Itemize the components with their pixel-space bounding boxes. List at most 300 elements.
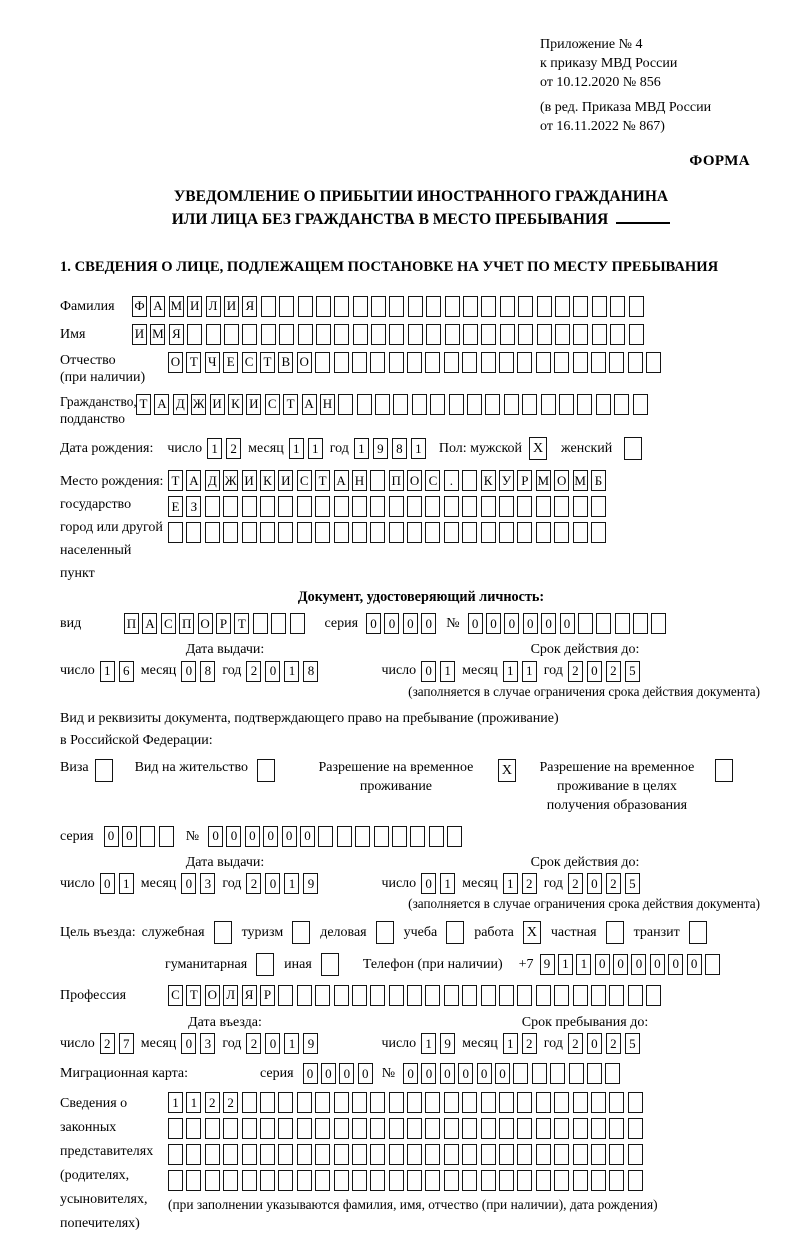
char-cell[interactable]: 0 [440, 1063, 455, 1084]
char-cell[interactable] [517, 1118, 532, 1139]
char-cell[interactable]: 1 [168, 1092, 183, 1113]
char-cell[interactable] [290, 613, 305, 634]
char-cell[interactable] [426, 324, 441, 345]
char-cell[interactable]: 0 [587, 1033, 602, 1054]
char-cell[interactable]: Т [315, 470, 330, 491]
char-cell[interactable] [610, 324, 625, 345]
char-cell[interactable]: 1 [522, 661, 537, 682]
char-cell[interactable] [481, 352, 496, 373]
checkbox-cell[interactable] [715, 759, 733, 782]
checkbox-cell[interactable] [321, 953, 339, 976]
char-cell[interactable]: 9 [303, 873, 318, 894]
char-cell[interactable] [555, 324, 570, 345]
char-cell[interactable] [352, 1092, 367, 1113]
representatives-line-3[interactable] [168, 1144, 658, 1165]
char-cell[interactable] [462, 1144, 477, 1165]
char-cell[interactable]: Т [186, 985, 201, 1006]
migration-series-field[interactable] [303, 1063, 373, 1084]
char-cell[interactable] [462, 470, 477, 491]
char-cell[interactable]: 0 [226, 826, 241, 847]
char-cell[interactable] [425, 1092, 440, 1113]
char-cell[interactable] [425, 985, 440, 1006]
char-cell[interactable] [426, 296, 441, 317]
char-cell[interactable] [615, 613, 630, 634]
doc-expiry-day[interactable] [421, 661, 455, 682]
char-cell[interactable]: 0 [595, 954, 610, 975]
char-cell[interactable] [278, 496, 293, 517]
purpose-private-checkbox[interactable] [606, 921, 624, 944]
char-cell[interactable] [573, 522, 588, 543]
char-cell[interactable] [260, 1144, 275, 1165]
char-cell[interactable] [242, 324, 257, 345]
char-cell[interactable] [352, 1170, 367, 1191]
char-cell[interactable] [407, 1092, 422, 1113]
char-cell[interactable] [518, 324, 533, 345]
visa-checkbox[interactable] [95, 759, 113, 782]
char-cell[interactable] [352, 1118, 367, 1139]
residence-expiry-month[interactable] [503, 873, 537, 894]
char-cell[interactable] [463, 324, 478, 345]
char-cell[interactable]: А [302, 394, 317, 415]
char-cell[interactable] [536, 522, 551, 543]
char-cell[interactable] [462, 1170, 477, 1191]
char-cell[interactable] [554, 1144, 569, 1165]
entry-month[interactable] [181, 1033, 215, 1054]
char-cell[interactable] [278, 1118, 293, 1139]
char-cell[interactable]: 5 [625, 661, 640, 682]
char-cell[interactable]: 2 [522, 873, 537, 894]
char-cell[interactable] [186, 522, 201, 543]
char-cell[interactable] [315, 1170, 330, 1191]
char-cell[interactable] [609, 1092, 624, 1113]
char-cell[interactable]: П [389, 470, 404, 491]
char-cell[interactable] [334, 324, 349, 345]
doc-number-field[interactable] [468, 613, 667, 634]
char-cell[interactable] [462, 1092, 477, 1113]
char-cell[interactable] [260, 496, 275, 517]
purpose-other-checkbox[interactable] [321, 953, 339, 976]
char-cell[interactable] [261, 324, 276, 345]
char-cell[interactable]: Я [242, 296, 257, 317]
residence-number-field[interactable] [208, 826, 462, 847]
surname-field[interactable] [132, 296, 644, 317]
char-cell[interactable]: С [168, 985, 183, 1006]
char-cell[interactable] [447, 826, 462, 847]
char-cell[interactable]: К [481, 470, 496, 491]
char-cell[interactable] [596, 394, 611, 415]
char-cell[interactable] [168, 1118, 183, 1139]
char-cell[interactable] [389, 296, 404, 317]
char-cell[interactable]: 1 [421, 1033, 436, 1054]
char-cell[interactable] [628, 1092, 643, 1113]
char-cell[interactable]: 0 [366, 613, 381, 634]
char-cell[interactable] [318, 826, 333, 847]
patronymic-field[interactable] [168, 352, 661, 373]
char-cell[interactable]: Ж [191, 394, 206, 415]
char-cell[interactable]: 0 [421, 873, 436, 894]
birth-year-field[interactable] [354, 438, 426, 459]
residence-permit-checkbox[interactable] [257, 759, 275, 782]
char-cell[interactable] [140, 826, 155, 847]
char-cell[interactable]: О [198, 613, 213, 634]
char-cell[interactable] [334, 1170, 349, 1191]
char-cell[interactable] [407, 352, 422, 373]
char-cell[interactable] [206, 324, 221, 345]
char-cell[interactable] [393, 394, 408, 415]
stay-month[interactable] [503, 1033, 537, 1054]
char-cell[interactable] [352, 352, 367, 373]
sex-male-checkbox[interactable] [529, 437, 547, 460]
purpose-work-checkbox[interactable] [523, 921, 541, 944]
char-cell[interactable] [629, 324, 644, 345]
char-cell[interactable] [591, 352, 606, 373]
char-cell[interactable] [550, 1063, 565, 1084]
char-cell[interactable]: 0 [265, 661, 280, 682]
char-cell[interactable] [467, 394, 482, 415]
char-cell[interactable] [187, 324, 202, 345]
char-cell[interactable] [705, 954, 720, 975]
char-cell[interactable] [462, 985, 477, 1006]
char-cell[interactable] [609, 1144, 624, 1165]
char-cell[interactable] [353, 324, 368, 345]
char-cell[interactable]: 2 [568, 873, 583, 894]
char-cell[interactable]: Е [223, 352, 238, 373]
char-cell[interactable] [334, 296, 349, 317]
char-cell[interactable] [536, 1170, 551, 1191]
char-cell[interactable] [223, 1170, 238, 1191]
char-cell[interactable] [205, 496, 220, 517]
char-cell[interactable]: 0 [358, 1063, 373, 1084]
char-cell[interactable] [389, 985, 404, 1006]
char-cell[interactable]: Т [186, 352, 201, 373]
entry-day[interactable] [100, 1033, 134, 1054]
char-cell[interactable]: К [260, 470, 275, 491]
char-cell[interactable] [334, 352, 349, 373]
char-cell[interactable] [513, 1063, 528, 1084]
char-cell[interactable] [408, 324, 423, 345]
char-cell[interactable]: 8 [392, 438, 407, 459]
char-cell[interactable] [168, 1170, 183, 1191]
char-cell[interactable]: О [205, 985, 220, 1006]
char-cell[interactable] [628, 985, 643, 1006]
char-cell[interactable]: С [425, 470, 440, 491]
char-cell[interactable]: 0 [541, 613, 556, 634]
char-cell[interactable] [628, 1118, 643, 1139]
doc-issue-day[interactable] [100, 661, 134, 682]
char-cell[interactable] [253, 613, 268, 634]
char-cell[interactable] [370, 1092, 385, 1113]
char-cell[interactable]: 0 [181, 873, 196, 894]
char-cell[interactable] [573, 296, 588, 317]
char-cell[interactable]: А [154, 394, 169, 415]
char-cell[interactable]: 0 [282, 826, 297, 847]
char-cell[interactable] [536, 1144, 551, 1165]
char-cell[interactable] [315, 522, 330, 543]
char-cell[interactable]: 2 [606, 1033, 621, 1054]
char-cell[interactable]: 0 [587, 873, 602, 894]
char-cell[interactable] [536, 352, 551, 373]
char-cell[interactable] [223, 522, 238, 543]
char-cell[interactable]: С [242, 352, 257, 373]
char-cell[interactable]: 0 [403, 613, 418, 634]
char-cell[interactable] [536, 496, 551, 517]
char-cell[interactable] [610, 296, 625, 317]
char-cell[interactable] [357, 394, 372, 415]
char-cell[interactable]: 1 [284, 873, 299, 894]
birth-place-line-2[interactable] [168, 496, 606, 517]
char-cell[interactable]: 0 [384, 613, 399, 634]
char-cell[interactable] [499, 1144, 514, 1165]
given-name-field[interactable] [132, 324, 644, 345]
char-cell[interactable]: Ж [223, 470, 238, 491]
residence-issue-day[interactable] [100, 873, 134, 894]
char-cell[interactable]: 2 [205, 1092, 220, 1113]
doc-issue-year[interactable] [246, 661, 318, 682]
char-cell[interactable] [298, 324, 313, 345]
char-cell[interactable] [536, 1092, 551, 1113]
char-cell[interactable]: Т [136, 394, 151, 415]
purpose-study-checkbox[interactable] [446, 921, 464, 944]
char-cell[interactable] [186, 1144, 201, 1165]
checkbox-cell[interactable] [446, 921, 464, 944]
char-cell[interactable]: К [228, 394, 243, 415]
char-cell[interactable] [481, 496, 496, 517]
char-cell[interactable] [159, 826, 174, 847]
char-cell[interactable] [337, 826, 352, 847]
char-cell[interactable] [371, 324, 386, 345]
char-cell[interactable]: 0 [181, 1033, 196, 1054]
char-cell[interactable] [481, 296, 496, 317]
char-cell[interactable] [205, 1118, 220, 1139]
char-cell[interactable] [573, 1144, 588, 1165]
char-cell[interactable] [517, 985, 532, 1006]
char-cell[interactable] [499, 1118, 514, 1139]
char-cell[interactable] [316, 296, 331, 317]
char-cell[interactable] [168, 522, 183, 543]
char-cell[interactable]: С [161, 613, 176, 634]
char-cell[interactable] [445, 324, 460, 345]
char-cell[interactable] [371, 296, 386, 317]
char-cell[interactable]: 0 [468, 613, 483, 634]
char-cell[interactable]: 2 [223, 1092, 238, 1113]
char-cell[interactable] [633, 613, 648, 634]
char-cell[interactable]: 2 [568, 1033, 583, 1054]
char-cell[interactable] [352, 1144, 367, 1165]
char-cell[interactable] [412, 394, 427, 415]
char-cell[interactable] [591, 522, 606, 543]
char-cell[interactable]: Д [173, 394, 188, 415]
char-cell[interactable] [430, 394, 445, 415]
char-cell[interactable] [370, 985, 385, 1006]
char-cell[interactable] [559, 394, 574, 415]
char-cell[interactable]: 1 [558, 954, 573, 975]
representatives-line-4[interactable] [168, 1170, 658, 1191]
char-cell[interactable]: 7 [119, 1033, 134, 1054]
char-cell[interactable] [278, 985, 293, 1006]
char-cell[interactable] [338, 394, 353, 415]
char-cell[interactable] [298, 296, 313, 317]
char-cell[interactable] [352, 496, 367, 517]
char-cell[interactable] [260, 522, 275, 543]
char-cell[interactable]: 1 [503, 661, 518, 682]
residence-series-field[interactable] [104, 826, 174, 847]
char-cell[interactable]: 9 [440, 1033, 455, 1054]
char-cell[interactable]: 0 [687, 954, 702, 975]
char-cell[interactable] [334, 1118, 349, 1139]
char-cell[interactable] [651, 613, 666, 634]
char-cell[interactable] [591, 496, 606, 517]
char-cell[interactable]: О [407, 470, 422, 491]
char-cell[interactable] [554, 985, 569, 1006]
char-cell[interactable] [410, 826, 425, 847]
char-cell[interactable]: А [334, 470, 349, 491]
char-cell[interactable] [315, 1144, 330, 1165]
birth-month-field[interactable] [289, 438, 323, 459]
char-cell[interactable] [205, 1170, 220, 1191]
char-cell[interactable] [499, 1092, 514, 1113]
char-cell[interactable]: 0 [421, 613, 436, 634]
birth-place-line-1[interactable] [168, 470, 606, 491]
char-cell[interactable] [278, 1144, 293, 1165]
char-cell[interactable] [481, 522, 496, 543]
char-cell[interactable] [462, 1118, 477, 1139]
char-cell[interactable] [297, 496, 312, 517]
char-cell[interactable]: О [554, 470, 569, 491]
representatives-line-2[interactable] [168, 1118, 658, 1139]
sex-female-checkbox[interactable] [624, 437, 642, 460]
char-cell[interactable]: 2 [606, 661, 621, 682]
purpose-humanitarian-checkbox[interactable] [256, 953, 274, 976]
char-cell[interactable] [517, 1144, 532, 1165]
char-cell[interactable] [554, 522, 569, 543]
char-cell[interactable]: 0 [100, 873, 115, 894]
char-cell[interactable] [628, 1170, 643, 1191]
char-cell[interactable]: 3 [200, 1033, 215, 1054]
char-cell[interactable]: Т [234, 613, 249, 634]
char-cell[interactable] [392, 826, 407, 847]
char-cell[interactable] [499, 352, 514, 373]
purpose-tourism-checkbox[interactable] [292, 921, 310, 944]
char-cell[interactable] [578, 613, 593, 634]
char-cell[interactable] [444, 352, 459, 373]
char-cell[interactable]: С [265, 394, 280, 415]
char-cell[interactable] [499, 496, 514, 517]
char-cell[interactable]: 0 [403, 1063, 418, 1084]
char-cell[interactable] [375, 394, 390, 415]
char-cell[interactable] [481, 1118, 496, 1139]
checkbox-cell[interactable] [624, 437, 642, 460]
char-cell[interactable] [425, 1170, 440, 1191]
char-cell[interactable] [628, 352, 643, 373]
char-cell[interactable] [425, 1144, 440, 1165]
char-cell[interactable] [481, 324, 496, 345]
char-cell[interactable]: И [187, 296, 202, 317]
purpose-transit-checkbox[interactable] [689, 921, 707, 944]
char-cell[interactable]: 1 [576, 954, 591, 975]
char-cell[interactable] [605, 1063, 620, 1084]
char-cell[interactable]: И [224, 296, 239, 317]
char-cell[interactable] [444, 1092, 459, 1113]
char-cell[interactable] [370, 496, 385, 517]
char-cell[interactable] [517, 522, 532, 543]
char-cell[interactable]: 6 [119, 661, 134, 682]
char-cell[interactable] [573, 496, 588, 517]
doc-series-field[interactable] [366, 613, 436, 634]
char-cell[interactable] [481, 1170, 496, 1191]
char-cell[interactable] [555, 296, 570, 317]
char-cell[interactable]: 0 [321, 1063, 336, 1084]
char-cell[interactable]: 0 [303, 1063, 318, 1084]
char-cell[interactable] [389, 1118, 404, 1139]
char-cell[interactable]: 0 [265, 873, 280, 894]
purpose-official-checkbox[interactable] [214, 921, 232, 944]
char-cell[interactable] [297, 1144, 312, 1165]
char-cell[interactable] [242, 522, 257, 543]
char-cell[interactable] [591, 985, 606, 1006]
char-cell[interactable] [297, 1118, 312, 1139]
char-cell[interactable]: 0 [504, 613, 519, 634]
citizenship-field[interactable] [136, 394, 648, 415]
char-cell[interactable] [587, 1063, 602, 1084]
char-cell[interactable] [444, 496, 459, 517]
char-cell[interactable]: 2 [568, 661, 583, 682]
char-cell[interactable] [334, 1144, 349, 1165]
doc-issue-month[interactable] [181, 661, 215, 682]
char-cell[interactable] [592, 324, 607, 345]
char-cell[interactable]: П [179, 613, 194, 634]
char-cell[interactable] [334, 985, 349, 1006]
char-cell[interactable] [389, 522, 404, 543]
char-cell[interactable] [522, 394, 537, 415]
char-cell[interactable] [278, 1092, 293, 1113]
char-cell[interactable]: 5 [625, 1033, 640, 1054]
char-cell[interactable] [370, 352, 385, 373]
char-cell[interactable] [260, 1170, 275, 1191]
char-cell[interactable]: 8 [303, 661, 318, 682]
char-cell[interactable]: 5 [625, 873, 640, 894]
char-cell[interactable]: О [168, 352, 183, 373]
char-cell[interactable] [517, 352, 532, 373]
char-cell[interactable] [297, 985, 312, 1006]
char-cell[interactable] [279, 324, 294, 345]
char-cell[interactable]: Т [283, 394, 298, 415]
char-cell[interactable] [596, 613, 611, 634]
char-cell[interactable] [554, 496, 569, 517]
char-cell[interactable] [554, 1092, 569, 1113]
char-cell[interactable]: М [169, 296, 184, 317]
char-cell[interactable] [609, 352, 624, 373]
char-cell[interactable]: 0 [495, 1063, 510, 1084]
char-cell[interactable]: Д [205, 470, 220, 491]
char-cell[interactable] [609, 1170, 624, 1191]
char-cell[interactable] [374, 826, 389, 847]
char-cell[interactable] [315, 1092, 330, 1113]
char-cell[interactable] [425, 496, 440, 517]
char-cell[interactable] [541, 394, 556, 415]
char-cell[interactable] [407, 1118, 422, 1139]
char-cell[interactable] [499, 1170, 514, 1191]
char-cell[interactable] [352, 985, 367, 1006]
char-cell[interactable] [463, 296, 478, 317]
char-cell[interactable]: 0 [668, 954, 683, 975]
char-cell[interactable] [261, 296, 276, 317]
char-cell[interactable] [315, 352, 330, 373]
char-cell[interactable] [407, 985, 422, 1006]
char-cell[interactable]: Л [206, 296, 221, 317]
residence-expiry-day[interactable] [421, 873, 455, 894]
char-cell[interactable] [334, 522, 349, 543]
char-cell[interactable] [499, 522, 514, 543]
